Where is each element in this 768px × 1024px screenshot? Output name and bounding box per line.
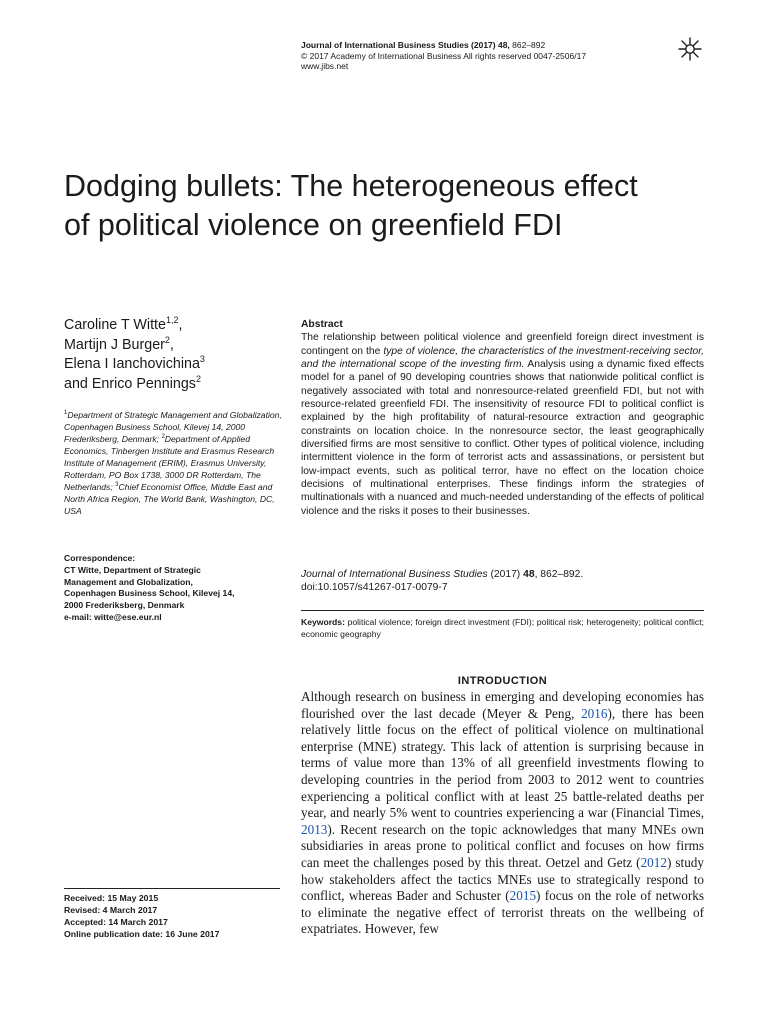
article-title: Dodging bullets: The heterogeneous effect of political violence on greenfield FDI bbox=[64, 169, 638, 242]
author-1: Caroline T Witte$^{1,2}$, bbox=[64, 315, 183, 333]
keywords-rule bbox=[301, 610, 704, 611]
introduction-body: Although research on business in emerging and developing economies has flourished over the last decade (Meyer & Peng, 2016), there has been relatively little focus on the effect of political violence on multinational enterprise (MNE) strategy. This lack of attention is surprising because in terms of value more than 13% of all greenfield investments flowing to developing countries in the period from 2003 to 2012 went to countries experiencing a political conflict with at least 25 battle-related deaths per year, and nearly 5% went to countries experiencing a war (Financial Times, 2013). Recent research on the topic acknowledges that many MNEs own subsidiaries in areas prone to political conflict and focuses on how firms can meet the challenges posed by this threat. Oetzel and Getz (2012) study how stakeholders affect the tactics MNEs use to strategically respond to conflict, whereas Bader and Schuster (2015) focus on the role of networks to eliminate the negative effect of terrorist threats on the wellbeing of expatriates. However, few bbox=[301, 689, 704, 937]
affiliations: $^1$Department of Strategic Management and Globalization, Copenhagen Business School, Kilevej 14, 2000 Frederiksberg, Denmark; $^2$Department of Applied Economics, Tinbergen Institute and Erasmus Research Institute of Management (ERIM), Erasmus University, Rotterdam, PO Box 1738, 3000 DR Rotterdam, The Netherlands; $^3$Chief Economist Office, Middle East and North Africa Region, The World Bank, Washington, DC, USA bbox=[64, 410, 282, 516]
dates-rule bbox=[64, 888, 280, 889]
correspondence-line: Copenhagen Business School, Kilevej 14, bbox=[64, 588, 235, 599]
journal-url[interactable]: www.jibs.net bbox=[301, 61, 349, 71]
correspondence-email[interactable]: e-mail: witte@ese.eur.nl bbox=[64, 611, 162, 622]
date-accepted: Accepted: 14 March 2017 bbox=[64, 917, 168, 927]
affiliation-3: Chief Economist Office, Middle East and North Africa Region, The World Bank, Washington, DC, USA bbox=[64, 482, 275, 516]
ref-link[interactable]: 2013 bbox=[301, 821, 328, 837]
date-online: Online publication date: 16 June 2017 bbox=[64, 929, 220, 939]
correspondence-line: Management and Globalization, bbox=[64, 576, 193, 587]
correspondence-line: 2000 Frederiksberg, Denmark bbox=[64, 600, 185, 611]
publication-dates bbox=[64, 892, 294, 940]
journal-header bbox=[301, 40, 691, 72]
author-list bbox=[64, 316, 294, 394]
author-3: Elena I Ianchovichina$^3$ bbox=[64, 354, 205, 372]
author-4: and Enrico Pennings$^2$ bbox=[64, 373, 201, 392]
correspondence bbox=[64, 553, 294, 624]
keywords: Keywords: political violence; foreign direct investment (FDI); political risk; heterogeneity; political conflict; economic geography bbox=[301, 617, 704, 639]
doi-link[interactable]: doi:10.1057/s41267-017-0079-7 bbox=[301, 582, 448, 594]
correspondence-label: Correspondence: bbox=[64, 553, 136, 563]
correspondence-line: CT Witte, Department of Strategic bbox=[64, 564, 201, 575]
ref-link[interactable]: 2016 bbox=[581, 705, 608, 721]
introduction-heading: INTRODUCTION bbox=[457, 675, 548, 687]
publisher-logo-icon bbox=[677, 36, 703, 62]
abstract: Abstract The relationship between political violence and greenfield foreign direct investment is contingent on the type of violence, the characteristics of the investment-receiving sector, and the international scope of the investing firm. Analysis using a dynamic fixed effects model for a panel of 90 developing countries shows that nationwide political conflict is negatively associated with total and nonresource-related greenfield FDI, but not with resource-related greenfield FDI. The insensitivity of resource FDI to political conflict is explained by the high profitability of natural-resource extraction and geographic constraints on location choice. In the nonresource sector, the least geographically diversified firms are most sensitive to conflict. Other types of political violence, including intermittent violence in the form of terrorist acts and assassinations, or persistent but low-impact events, such as political terror, have no effect on the location choice decisions of multinational enterprises. These findings inform the strategies of multinationals with a nuanced and much-needed understanding of the effects of political violence and the risks it poses to their businesses. bbox=[301, 319, 704, 517]
date-revised: Revised: 4 March 2017 bbox=[64, 905, 158, 915]
abstract-citation: Journal of International Business Studies (2017) 48, 862–892. doi:10.1057/s41267-017-0079-7 bbox=[301, 568, 704, 595]
author-2: Martijn J Burger$^2$, bbox=[64, 334, 174, 353]
ref-link[interactable]: 2015 bbox=[509, 888, 537, 904]
affiliation-2: Department of Applied Economics, Tinbergen Institute and Erasmus Research Institute of Management (ERIM), Erasmus University, Rotterdam, PO Box 1738, 3000 DR Rotterdam, The Netherlands; bbox=[64, 434, 275, 492]
journal-copyright-line: © 2017 Academy of International Business All rights reserved 0047-2506/17 bbox=[301, 50, 587, 61]
ref-link[interactable]: 2012 bbox=[640, 854, 667, 870]
abstract-heading: Abstract bbox=[301, 319, 343, 330]
date-received: Received: 15 May 2015 bbox=[64, 893, 159, 903]
journal-citation-line: Journal of International Business Studies (2017) 48, 862–892 bbox=[301, 40, 546, 50]
affiliation-1: Department of Strategic Management and Globalization, Copenhagen Business School, Kilevej 14, 2000 Frederiksberg, Denmark; bbox=[64, 410, 282, 444]
